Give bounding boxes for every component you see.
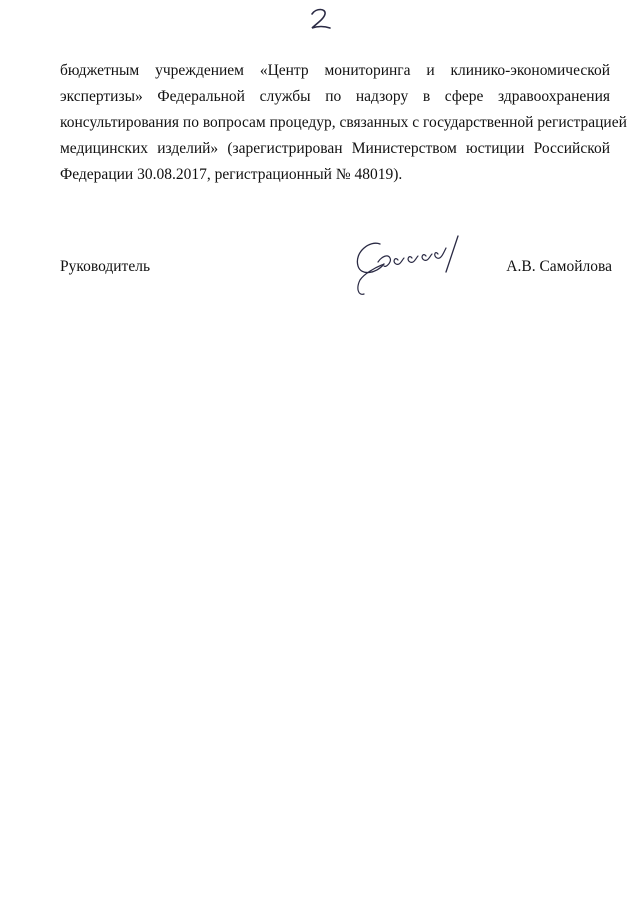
- body-paragraph: [60, 58, 627, 188]
- body-line-5: Федерации 30.08.2017, регистрационный № 48019).: [60, 166, 403, 183]
- signer-name: А.В. Самойлова: [506, 258, 612, 275]
- signer-position: Руководитель: [60, 258, 151, 275]
- body-line-4: медицинских изделий» (зарегистрирован Министерством юстиции Российской: [60, 140, 610, 157]
- body-line-2: экспертизы» Федеральной службы по надзору в сфере здравоохранения: [60, 88, 610, 105]
- signature-row: [60, 258, 612, 288]
- body-line-3: консультирования по вопросам процедур, связанных с государственной регистрацией: [60, 114, 627, 131]
- handwritten-page-number: [300, 4, 340, 34]
- body-line-1: бюджетным учреждением «Центр мониторинга и клинико-экономической: [60, 62, 610, 79]
